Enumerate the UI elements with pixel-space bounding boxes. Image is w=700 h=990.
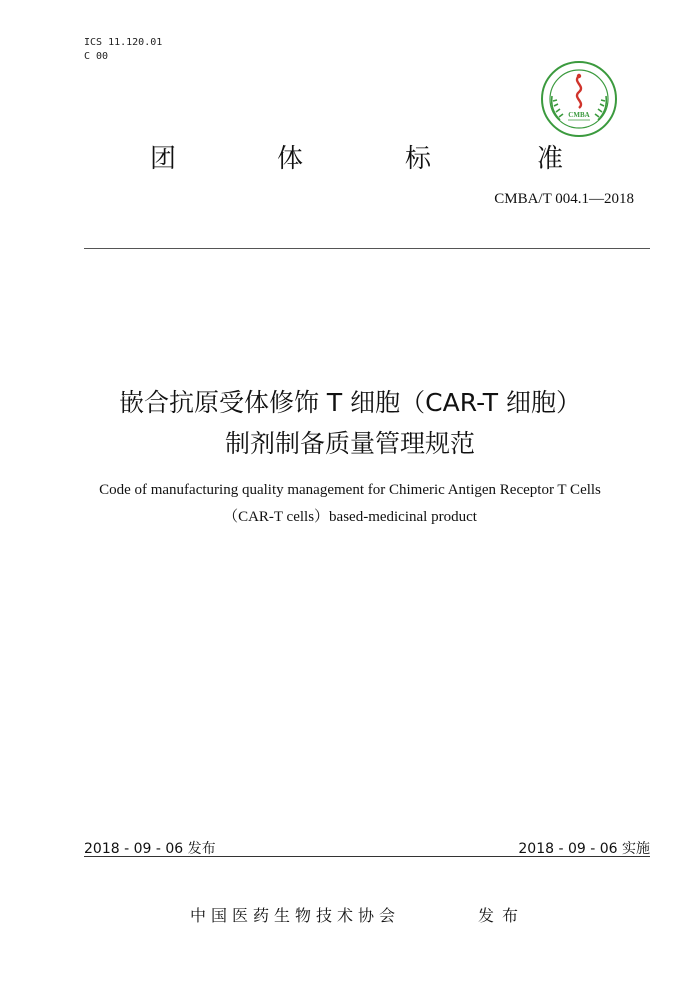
title-en-line-1: Code of manufacturing quality management for Chimeric Antigen Receptor T Cells: [99, 482, 601, 498]
title-en-line-2: （CAR-T cells）based-medicinal product: [223, 509, 477, 525]
implement-date: 2018 - 09 - 06 实施: [518, 841, 650, 857]
standard-type-char-3: 标: [405, 144, 432, 174]
cmba-logo: [540, 60, 618, 138]
ccs-code: C 00: [84, 51, 109, 62]
standard-number: CMBA/T 004.1—2018: [494, 191, 634, 207]
standard-type-char-4: 准: [537, 144, 564, 174]
publish-date: 2018 - 09 - 06 发布: [84, 841, 216, 857]
title-zh-line-2: 制剂制备质量管理规范: [224, 429, 475, 458]
standard-type-char-1: 团: [150, 144, 177, 174]
logo-text: CMBA: [568, 111, 590, 119]
issuer-action: 发布: [478, 906, 527, 925]
ics-code: ICS 11.120.01: [84, 37, 163, 48]
title-zh-line-1: 嵌合抗原受体修饰 T 细胞（CAR-T 细胞）: [118, 388, 582, 417]
footer-divider: [84, 856, 650, 857]
standard-type-char-2: 体: [277, 144, 304, 174]
header-divider: [84, 248, 650, 249]
classification-codes: [84, 36, 162, 64]
issuer-name: 中国医药生物技术协会: [190, 906, 401, 925]
